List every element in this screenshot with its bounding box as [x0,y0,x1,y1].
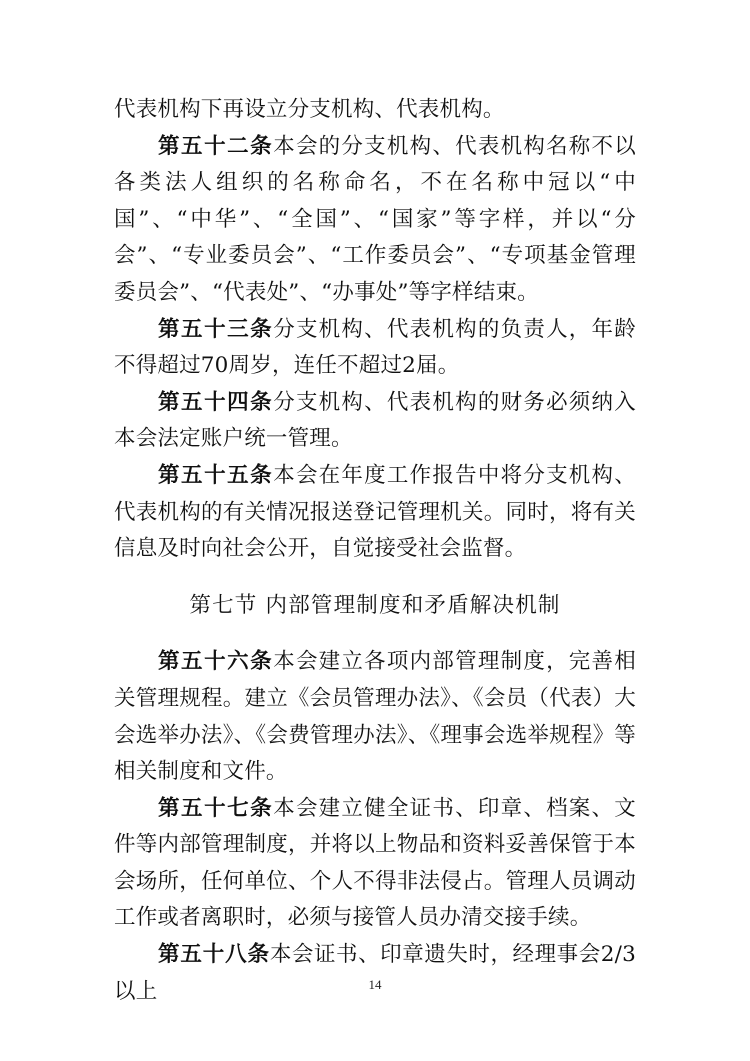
article-54 [114,385,636,458]
article-text: 分支机构、代表机构的负责人，年龄不得超过70周岁，连任不超过2届。 [114,316,636,379]
article-number: 第五十三条 [158,316,274,342]
article-number: 第五十四条 [158,389,274,415]
article-text: 分支机构、代表机构的财务必须纳入本会法定账户统一管理。 [114,389,636,452]
paragraph-continuation [114,92,636,129]
article-number: 第五十五条 [158,462,274,488]
section-heading [114,588,636,625]
article-52 [114,129,636,312]
page-body [114,92,636,1010]
article-text: 本会建立健全证书、印章、档案、文件等内部管理制度，并将以上物品和资料妥善保管于本会场所，任何单位、个人不得非法侵占。管理人员调动工作或者离职时，必须与接管人员办清交接手续。 [114,795,636,931]
article-number: 第五十六条 [158,649,274,675]
article-number: 第五十七条 [158,795,274,821]
article-56 [114,644,636,790]
paragraph-text: 代表机构下再设立分支机构、代表机构。 [114,97,505,122]
article-53 [114,312,636,385]
article-57 [114,791,636,937]
page-number: 14 [368,977,382,992]
article-55 [114,458,636,568]
article-number: 第五十二条 [158,133,274,159]
article-58 [114,937,636,1010]
article-text: 本会建立各项内部管理制度，完善相关管理规程。建立《会员管理办法》、《会员（代表）大会选举办法》、《会费管理办法》、《理事会选举规程》等相关制度和文件。 [114,649,636,785]
article-number: 第五十八条 [158,942,270,968]
section-title-text: 第七节 内部管理制度和矛盾解决机制 [189,592,561,618]
article-text: 本会在年度工作报告中将分支机构、代表机构的有关情况报送登记管理机关。同时，将有关信息及时向社会公开，自觉接受社会监督。 [114,462,636,562]
article-text: 本会证书、印章遗失时，经理事会2/3以上 [114,942,636,1004]
article-text: 本会的分支机构、代表机构名称不以各类法人组织的名称命名，不在名称中冠以“中国”、“中华”、“全国”、“国家”等字样，并以“分会”、“专业委员会”、“工作委员会”、“专项基金管理委员会”、“代表处”、“办事处”等字样结束。 [114,133,636,305]
